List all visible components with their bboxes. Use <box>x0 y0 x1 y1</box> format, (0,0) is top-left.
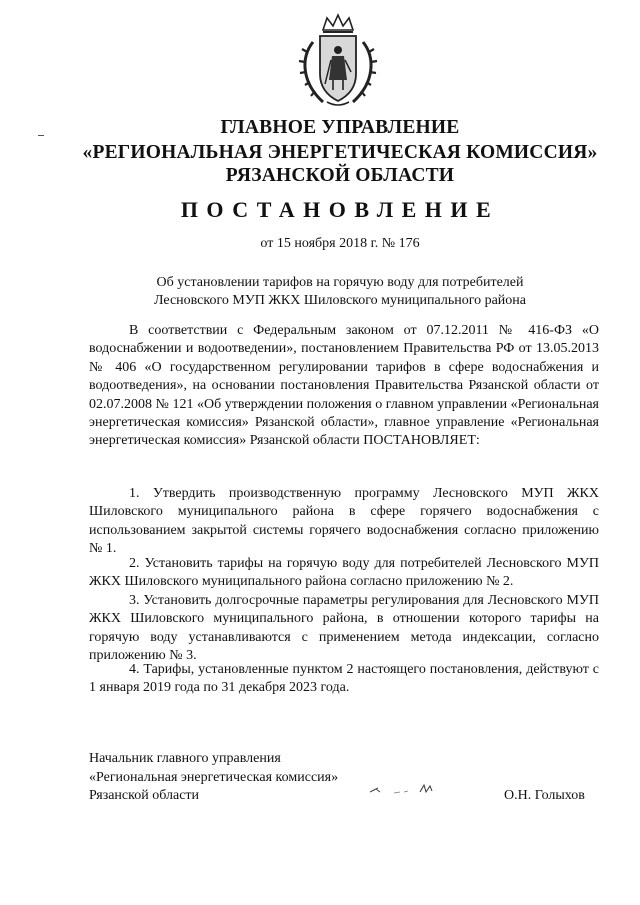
handwritten-signature-icon <box>368 780 438 800</box>
item-2-text: 2. Установить тарифы на горячую воду для потребителей Лесновского МУП ЖКХ Шиловского муниципального района согласно приложению № 2. <box>89 556 599 590</box>
item-1-text: 1. Утвердить производственную программу Лесновского МУП ЖКХ Шиловского муниципального района в сфере горячего водоснабжения с использованием закрытой системы горячего водоснабжения согласно приложению № 1. <box>89 486 599 557</box>
item-1-paragraph <box>89 485 599 559</box>
item-3-paragraph <box>89 592 599 666</box>
signer-name: О.Н. Голыхов <box>504 788 585 803</box>
item-4-paragraph <box>89 661 599 698</box>
org-name-line-3: РЯЗАНСКОЙ ОБЛАСТИ <box>225 165 455 186</box>
document-type-title: ПОСТАНОВЛЕНИЕ <box>180 197 500 222</box>
org-name-line-1: ГЛАВНОЕ УПРАВЛЕНИЕ <box>220 117 460 138</box>
org-name-line-2: «РЕГИОНАЛЬНАЯ ЭНЕРГЕТИЧЕСКАЯ КОМИССИЯ» <box>82 142 598 163</box>
subject-line-1: Об установлении тарифов на горячую воду для потребителей <box>156 275 524 290</box>
preamble-text: В соответствии с Федеральным законом от 07.12.2011 № 416-ФЗ «О водоснабжении и водоотведении», постановлением Правительства РФ от 13.05.2013 № 406 «О государственном регулировании тарифов в сфере водоснабжения и водоотведения», на основании постановления Правительства Рязанской области от 02.07.2008 № 121 «Об утверждении положения о главном управлении «Региональная энергетическая комиссия» Рязанской области», главное управление «Региональная энергетическая комиссия» Рязанской области ПОСТАНОВЛЯЕТ: <box>89 323 599 449</box>
document-date-number: от 15 ноября 2018 г. № 176 <box>260 236 420 251</box>
item-3-text: 3. Установить долгосрочные параметры регулирования для Лесновского МУП ЖКХ Шиловского муниципального района, в отношении которого тарифы на горячую воду устанавливаются с применением метода индексации, согласно приложению № 3. <box>89 593 599 664</box>
subject-line-2: Лесновского МУП ЖКХ Шиловского муниципального района <box>153 293 526 308</box>
preamble-paragraph <box>89 322 599 451</box>
signer-title-line-1: Начальник главного управления <box>89 751 281 766</box>
signer-title-line-2: «Региональная энергетическая комиссия» <box>89 770 339 785</box>
signer-title-line-3: Рязанской области <box>89 788 200 803</box>
coat-of-arms-icon <box>293 12 383 110</box>
item-4-text: 4. Тарифы, установленные пунктом 2 настоящего постановления, действуют с 1 января 2019 года по 31 декабря 2023 года. <box>89 662 599 696</box>
item-2-paragraph <box>89 555 599 592</box>
